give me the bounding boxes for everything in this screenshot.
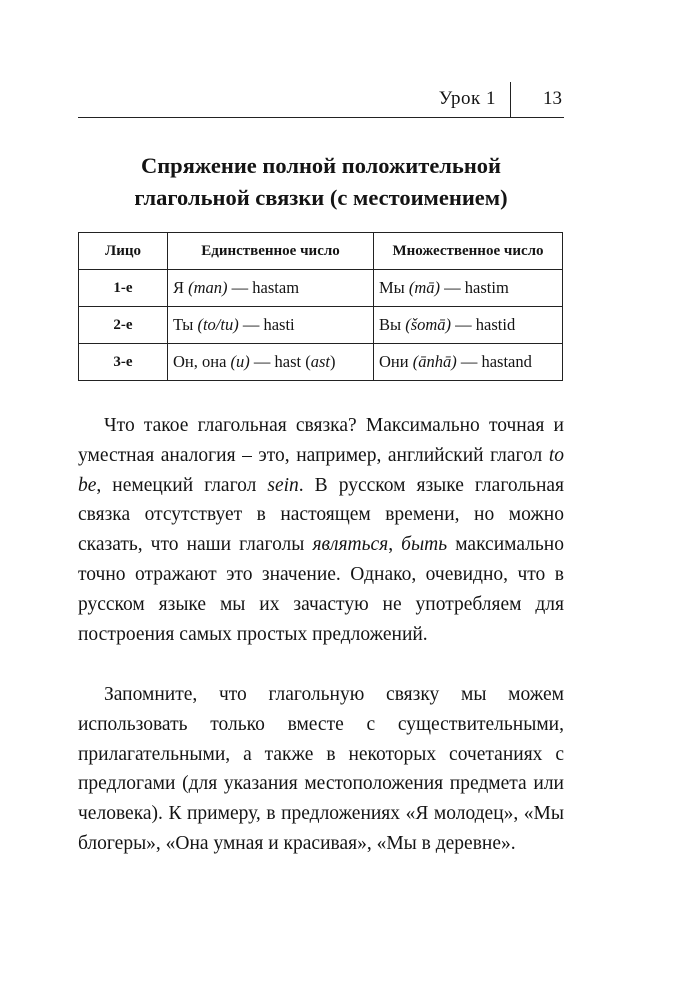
person-cell: 2-е bbox=[79, 307, 168, 344]
header-person: Лицо bbox=[79, 233, 168, 270]
plural-cell: Они (ānhā) — hastand bbox=[374, 344, 563, 381]
table-row bbox=[79, 307, 563, 344]
header-plural: Множественное число bbox=[374, 233, 563, 270]
body-paragraph-1: Что такое глагольная связка? Максимально точная и уместная аналогия – это, например, английский глагол to be, немецкий глагол sein. В русском языке глагольная связка отсутствует в настоящем времени, но можно сказать, что наши глаголы являться, быть максимально точно отражают это значение. Однако, очевидно, что в русском языке мы их зачастую не употребляем для построения самых простых предложений. bbox=[78, 415, 565, 645]
header-rule bbox=[78, 117, 564, 118]
body-paragraph-2: Запомните, что глагольную связку мы можем использовать только вместе с существительными, прилагательными, а также в некоторых сочетаниях с предлогами (для указания местоположения предмета или человека). К примеру, в предложениях «Я молодец», «Мы блогеры», «Она умная и красивая», «Мы в деревне». bbox=[78, 684, 564, 854]
header-divider bbox=[510, 82, 511, 118]
plural-cell: Вы (šomā) — hastid bbox=[374, 307, 563, 344]
section-title-line-2: глагольной связки (с местоимением) bbox=[134, 185, 508, 210]
page-number: 13 bbox=[543, 88, 562, 109]
running-header bbox=[78, 78, 564, 118]
table-row bbox=[79, 270, 563, 307]
plural-cell: Мы (mā) — hastim bbox=[374, 270, 563, 307]
singular-cell: Ты (to/tu) — hasti bbox=[168, 307, 374, 344]
table-row bbox=[79, 344, 563, 381]
section-title-line-1: Спряжение полной положительной bbox=[140, 153, 502, 178]
singular-cell: Я (man) — hastam bbox=[168, 270, 374, 307]
person-cell: 3-е bbox=[79, 344, 168, 381]
conjugation-table bbox=[78, 232, 563, 381]
table-header-row bbox=[79, 233, 563, 270]
header-singular: Единственное число bbox=[168, 233, 374, 270]
section-title bbox=[78, 150, 564, 214]
singular-cell: Он, она (u) — hast (ast) bbox=[168, 344, 374, 381]
person-cell: 1-е bbox=[79, 270, 168, 307]
chapter-title: Урок 1 bbox=[438, 88, 496, 109]
